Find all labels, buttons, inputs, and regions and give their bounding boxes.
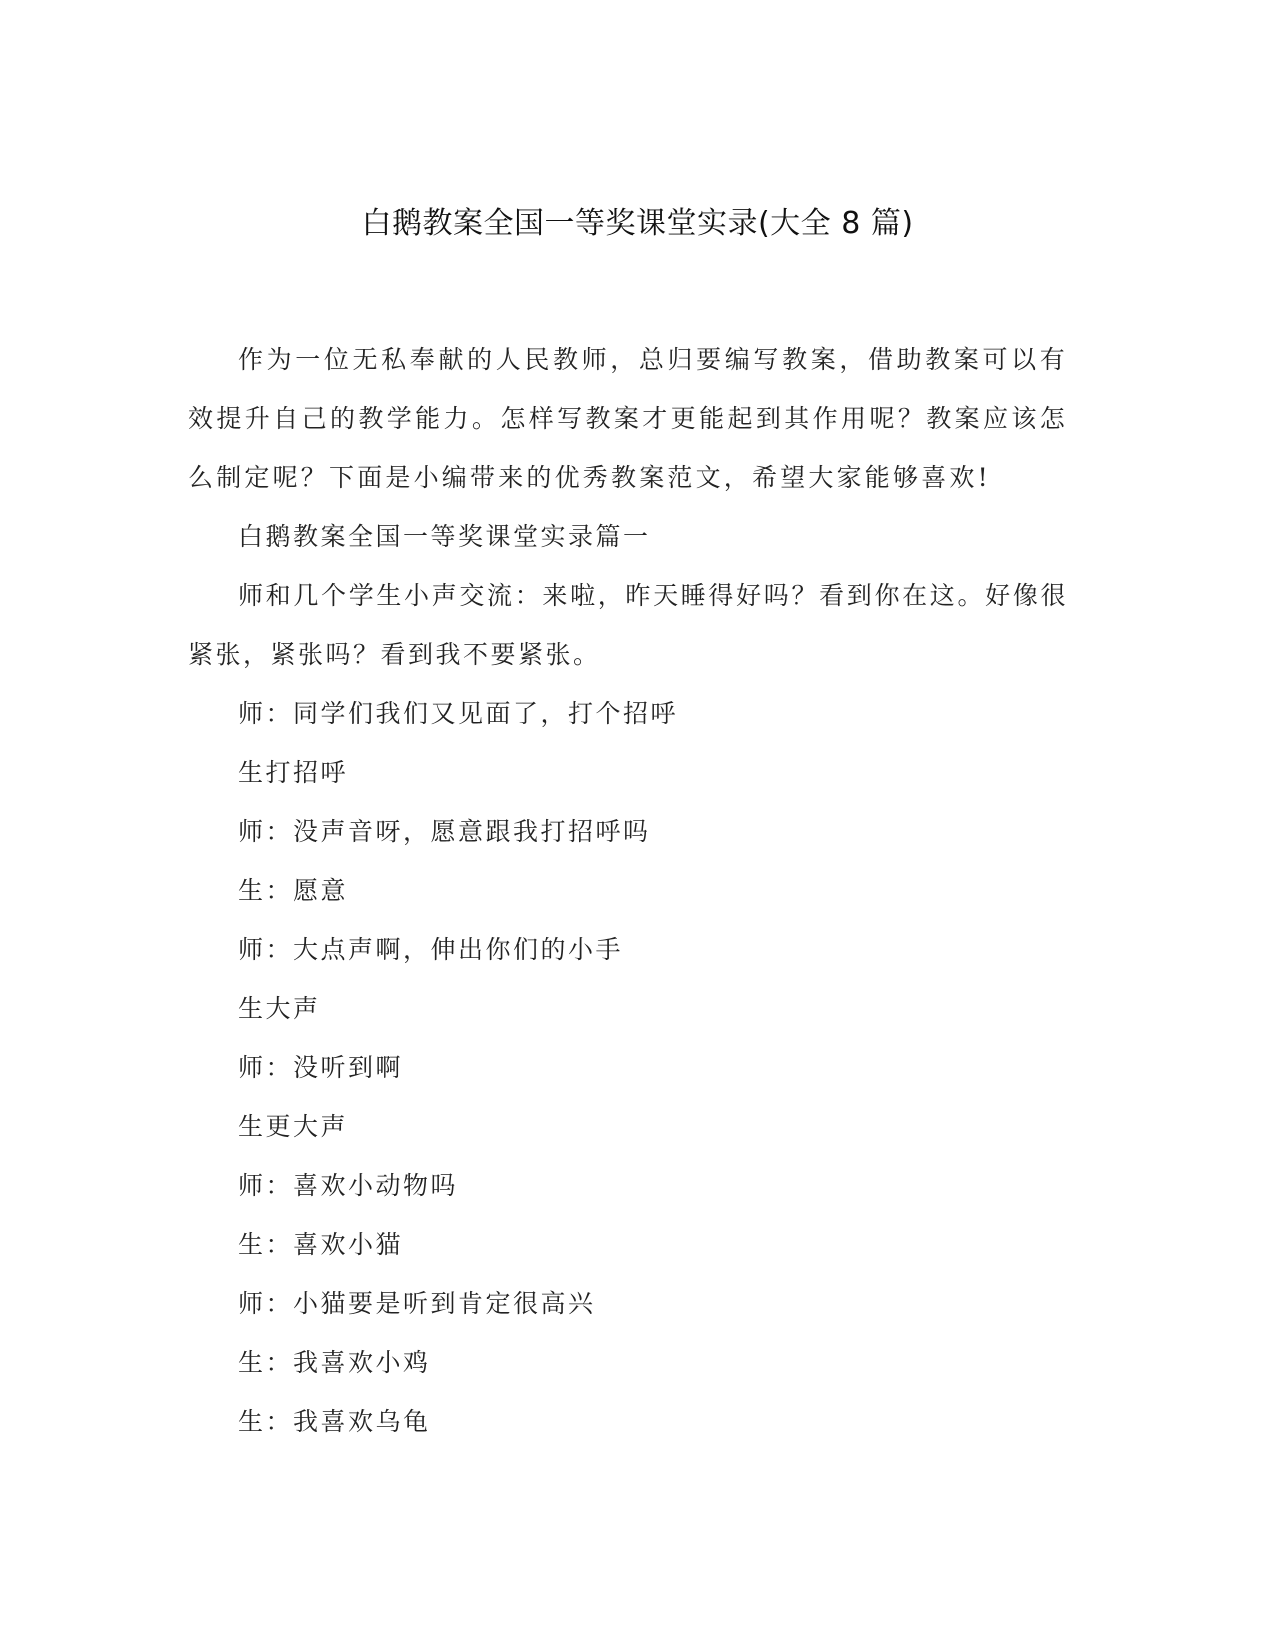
document-title: 白鹅教案全国一等奖课堂实录(大全 8 篇) xyxy=(361,206,914,241)
dialogue-line: 师：喜欢小动物吗 xyxy=(238,1171,459,1200)
dialogue-line: 师：大点声啊，伸出你们的小手 xyxy=(238,935,624,964)
body-paragraph: 师和几个学生小声交流：来啦，昨天睡得好吗？看到你在这。好像很紧张，紧张吗？看到我不要紧张。 xyxy=(188,581,1068,669)
section-heading: 白鹅教案全国一等奖课堂实录篇一 xyxy=(238,522,651,551)
dialogue-line: 生：愿意 xyxy=(238,876,349,905)
dialogue-line: 生：我喜欢小鸡 xyxy=(238,1348,431,1377)
intro-paragraph: 作为一位无私奉献的人民教师，总归要编写教案，借助教案可以有效提升自己的教学能力。怎样写教案才更能起到其作用呢？教案应该怎么制定呢？下面是小编带来的优秀教案范文，希望大家能够喜欢! xyxy=(188,345,1068,492)
dialogue-line: 生大声 xyxy=(238,994,321,1023)
dialogue-line: 生打招呼 xyxy=(238,758,349,787)
dialogue-line: 生更大声 xyxy=(238,1112,349,1141)
dialogue-line: 师：没听到啊 xyxy=(238,1053,404,1082)
dialogue-line: 生：我喜欢乌龟 xyxy=(238,1407,431,1436)
dialogue-line: 师：小猫要是听到肯定很高兴 xyxy=(238,1289,596,1318)
document-body xyxy=(188,330,1068,1451)
dialogue-line: 师：同学们我们又见面了，打个招呼 xyxy=(238,699,679,728)
dialogue-line: 生：喜欢小猫 xyxy=(238,1230,404,1259)
dialogue-line: 师：没声音呀，愿意跟我打招呼吗 xyxy=(238,817,651,846)
